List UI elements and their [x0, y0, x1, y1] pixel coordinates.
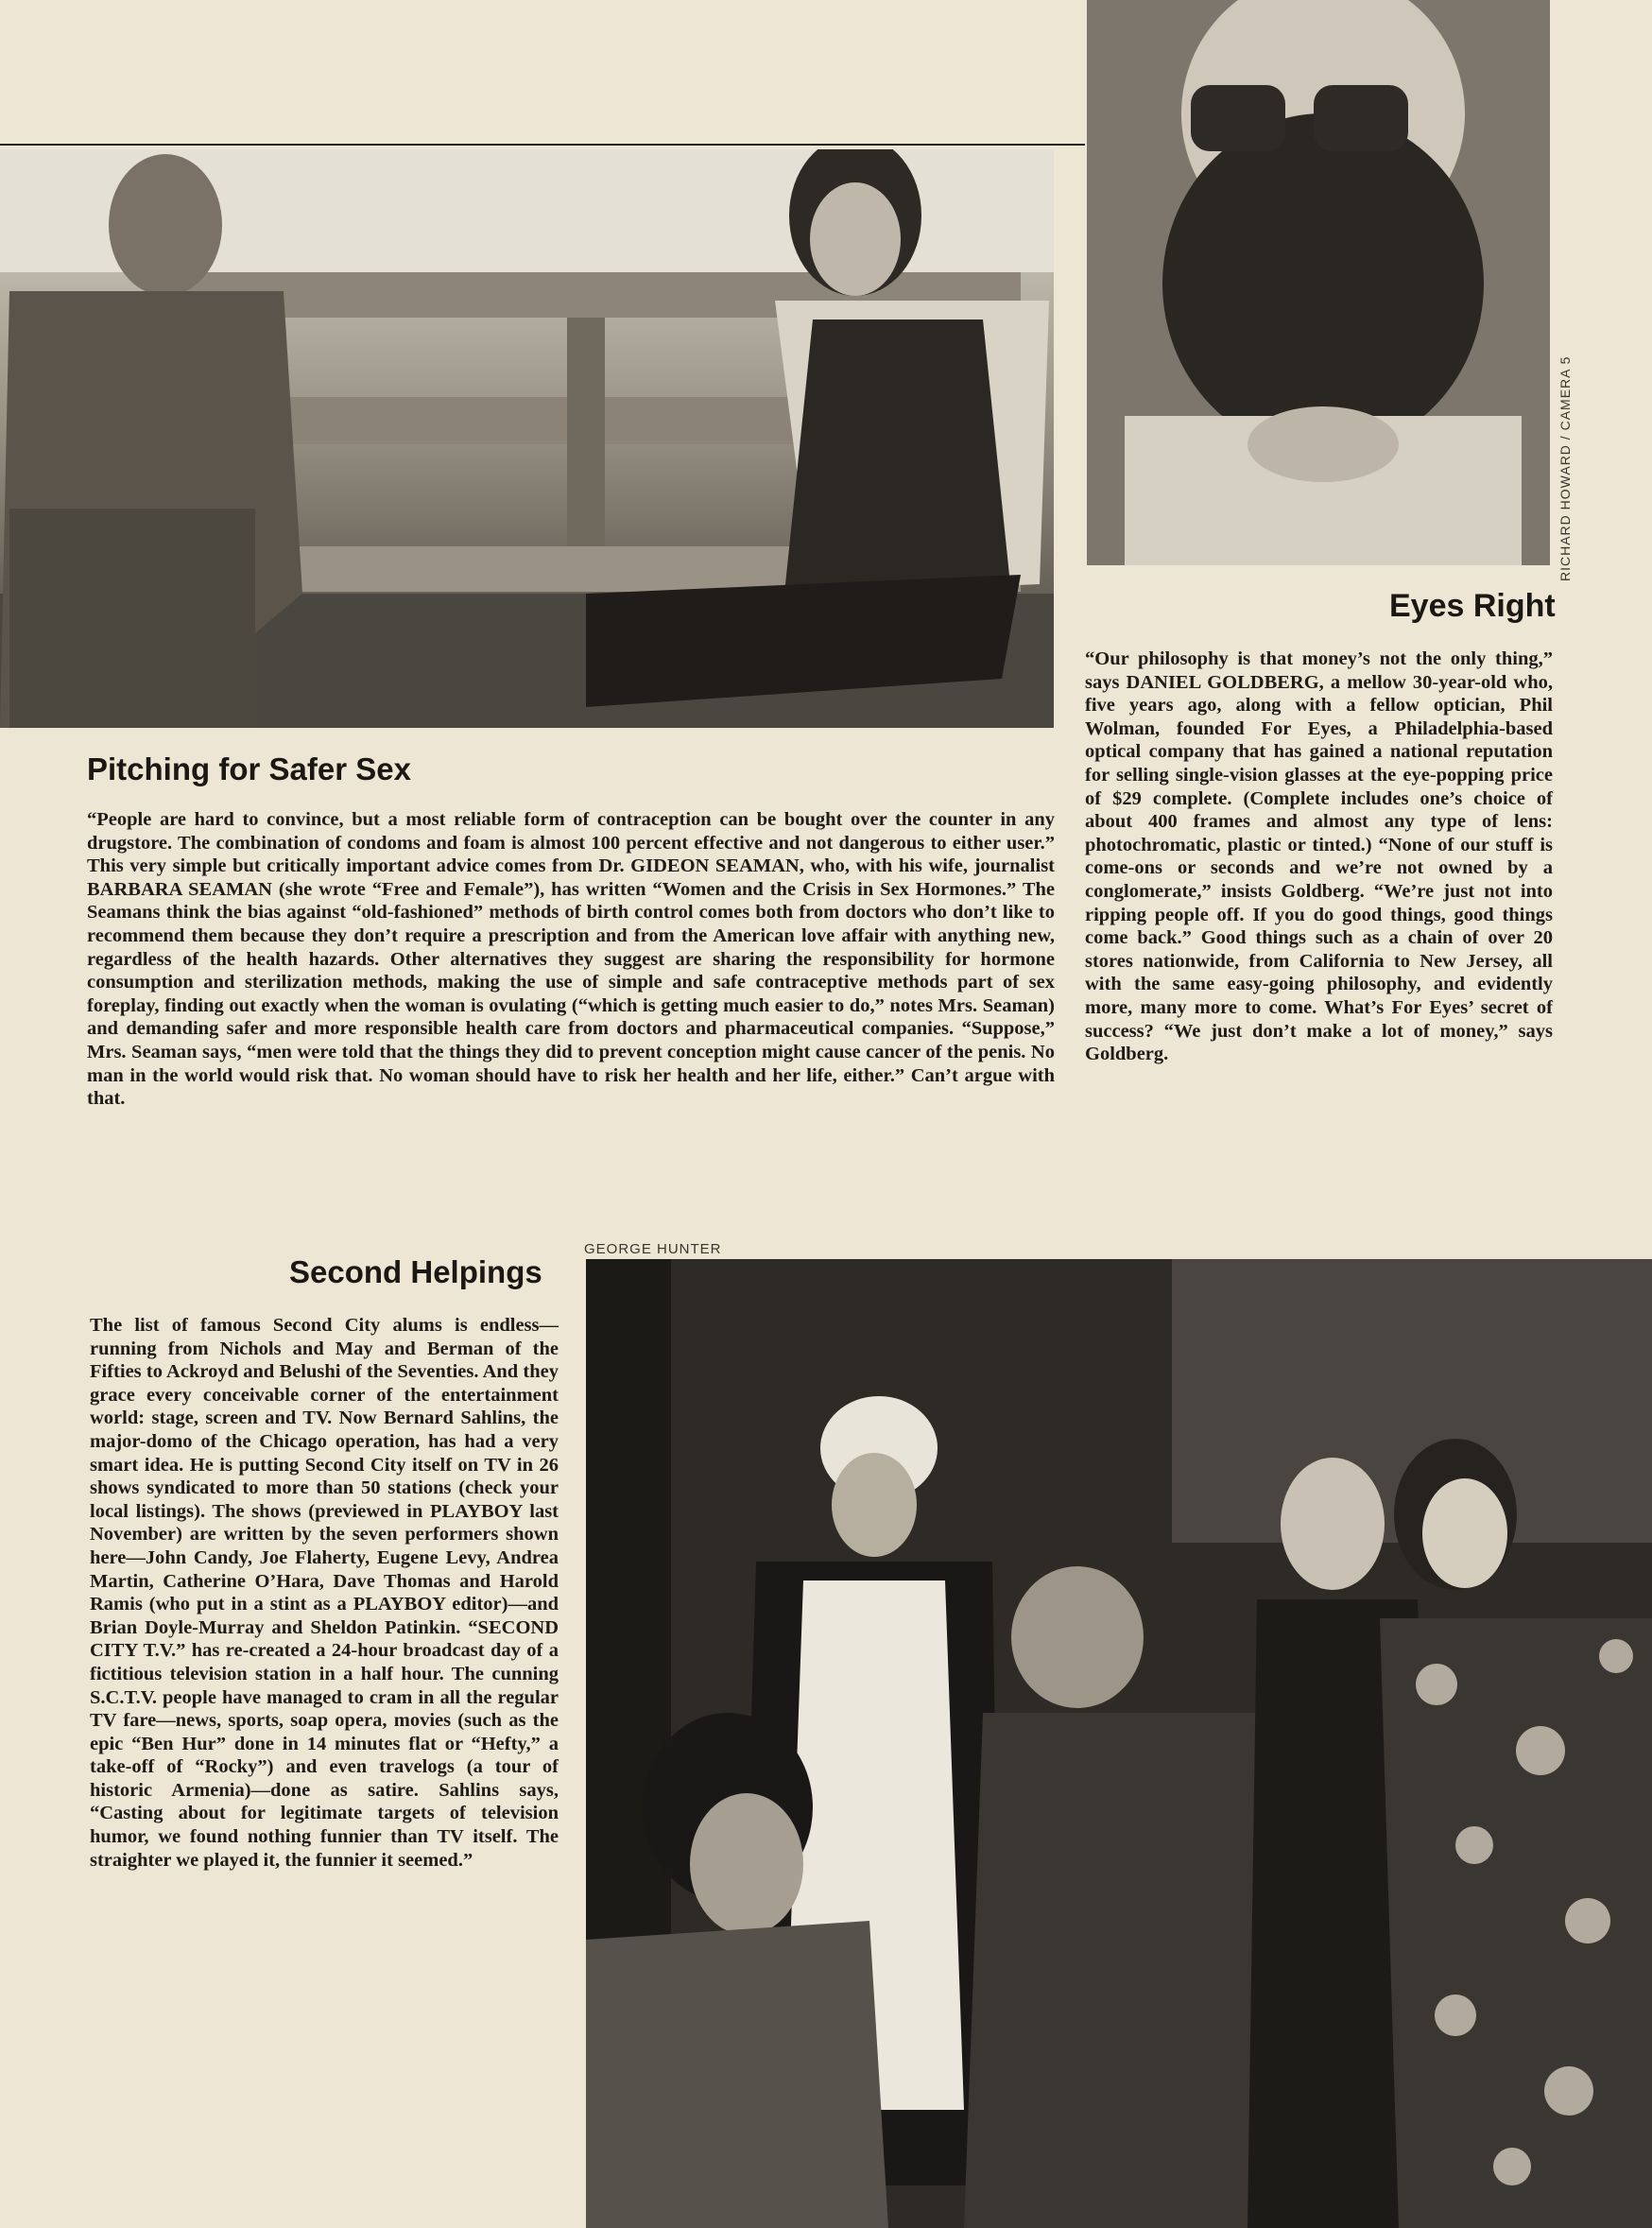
eyes-right-headline: Eyes Right [1389, 588, 1556, 624]
pitching-headline: Pitching for Safer Sex [87, 751, 411, 786]
second-helpings-headline: Second Helpings [289, 1254, 542, 1289]
second-city-cast-photo [586, 1259, 1652, 2228]
goldberg-photo-credit: RICHARD HOWARD / CAMERA 5 [1557, 355, 1573, 581]
bench-photo-illustration [0, 149, 1054, 728]
top-rule [0, 144, 1085, 146]
cast-photo-illustration [586, 1259, 1652, 2228]
seamans-bench-photo [0, 149, 1054, 728]
second-helpings-body: The list of famous Second City alums is endless—running from Nichols and May and Berman of the Fifties to Ackroyd and Belushi of the Seventies. And they grace every conceivable corner of the entertainment world: stage, screen and TV. Now Bernard Sahlins, the major-domo of the Chicago operation, has had a very smart idea. He is putting Second City itself on TV in 26 shows syndicated to more than 50 stations (check your local listings). The shows (previewed in PLAYBOY last November) are written by the seven performers shown here—John Candy, Joe Flaherty, Eugene Levy, Andrea Martin, Catherine O’Hara, Dave Thomas and Harold Ramis (who put in a stint as a PLAYBOY editor)—and Brian Doyle-Murray and Sheldon Patinkin. “SECOND CITY T.V.” has re-created a 24-hour broadcast day of a fictitious television station in a half hour. The cunning S.C.T.V. people have managed to cram in all the regular TV fare—news, sports, soap opera, movies (such as the epic “Ben Hur” done in 14 minutes flat or “Hefty,” a take-off of “Rocky”) and even travelogs (a tour of historic Armenia)—done as satire. Sahlins says, “Casting about for legitimate targets of television humor, we found nothing funnier than TV itself. The straighter we played it, the funnier it seemed.” [90, 1315, 559, 1871]
goldberg-photo [1087, 0, 1550, 565]
pitching-body: “People are hard to convince, but a most reliable form of contraception can be bought over the counter in any drugstore. The combination of condoms and foam is almost 100 percent effective and not dangerous to either user.” This very simple but critically important advice comes from Dr. GIDEON SEAMAN, who, with his wife, journalist BARBARA SEAMAN (she wrote “Free and Female”), has written “Women and the Crisis in Sex Hormones.” The Seamans think the bias against “old-fashioned” methods of birth control comes both from doctors who don’t like to recommend them because they don’t require a prescription and from the American love affair with anything new, regardless of the health hazards. Other alternatives they suggest are sharing the responsibility for hormone consumption and sterilization methods, making the use of simple and safe contraceptive methods part of sex foreplay, finding out exactly when the woman is ovulating (“which is getting much easier to do,” notes Mrs. Seaman) and demanding safer and more responsible health care from doctors and pharmaceutical companies. “Suppose,” Mrs. Seaman says, “men were told that the things they did to prevent conception might cause cancer of the penis. No man in the world would risk that. No woman should have to risk her health and her life, either.” Can’t argue with that. [87, 809, 1055, 1110]
eyes-right-body: “Our philosophy is that money’s not the only thing,” says DANIEL GOLDBERG, a mellow 30-year-old who, five years ago, along with a fellow optician, Phil Wolman, founded For Eyes, a Philadelphia-based optical company that has gained a national reputation for selling single-vision glasses at the eye-popping price of $29 complete. (Complete includes one’s choice of about 400 frames and almost any type of lens: photochromatic, plastic or tinted.) “None of our stuff is come-ons or seconds and we’re not owned by a conglomerate,” insists Goldberg. “We’re just not into ripping people off. If you do good things, good things come back.” Good things such as a chain of over 20 stores nationwide, from California to New Jersey, all with the same easy-going philosophy, and evidently more, many more to come. What’s For Eyes’ secret of success? “We just don’t make a lot of money,” says Goldberg. [1085, 648, 1553, 1065]
goldberg-photo-illustration [1087, 0, 1550, 565]
second-helpings-photo-credit: GEORGE HUNTER [584, 1241, 722, 1257]
